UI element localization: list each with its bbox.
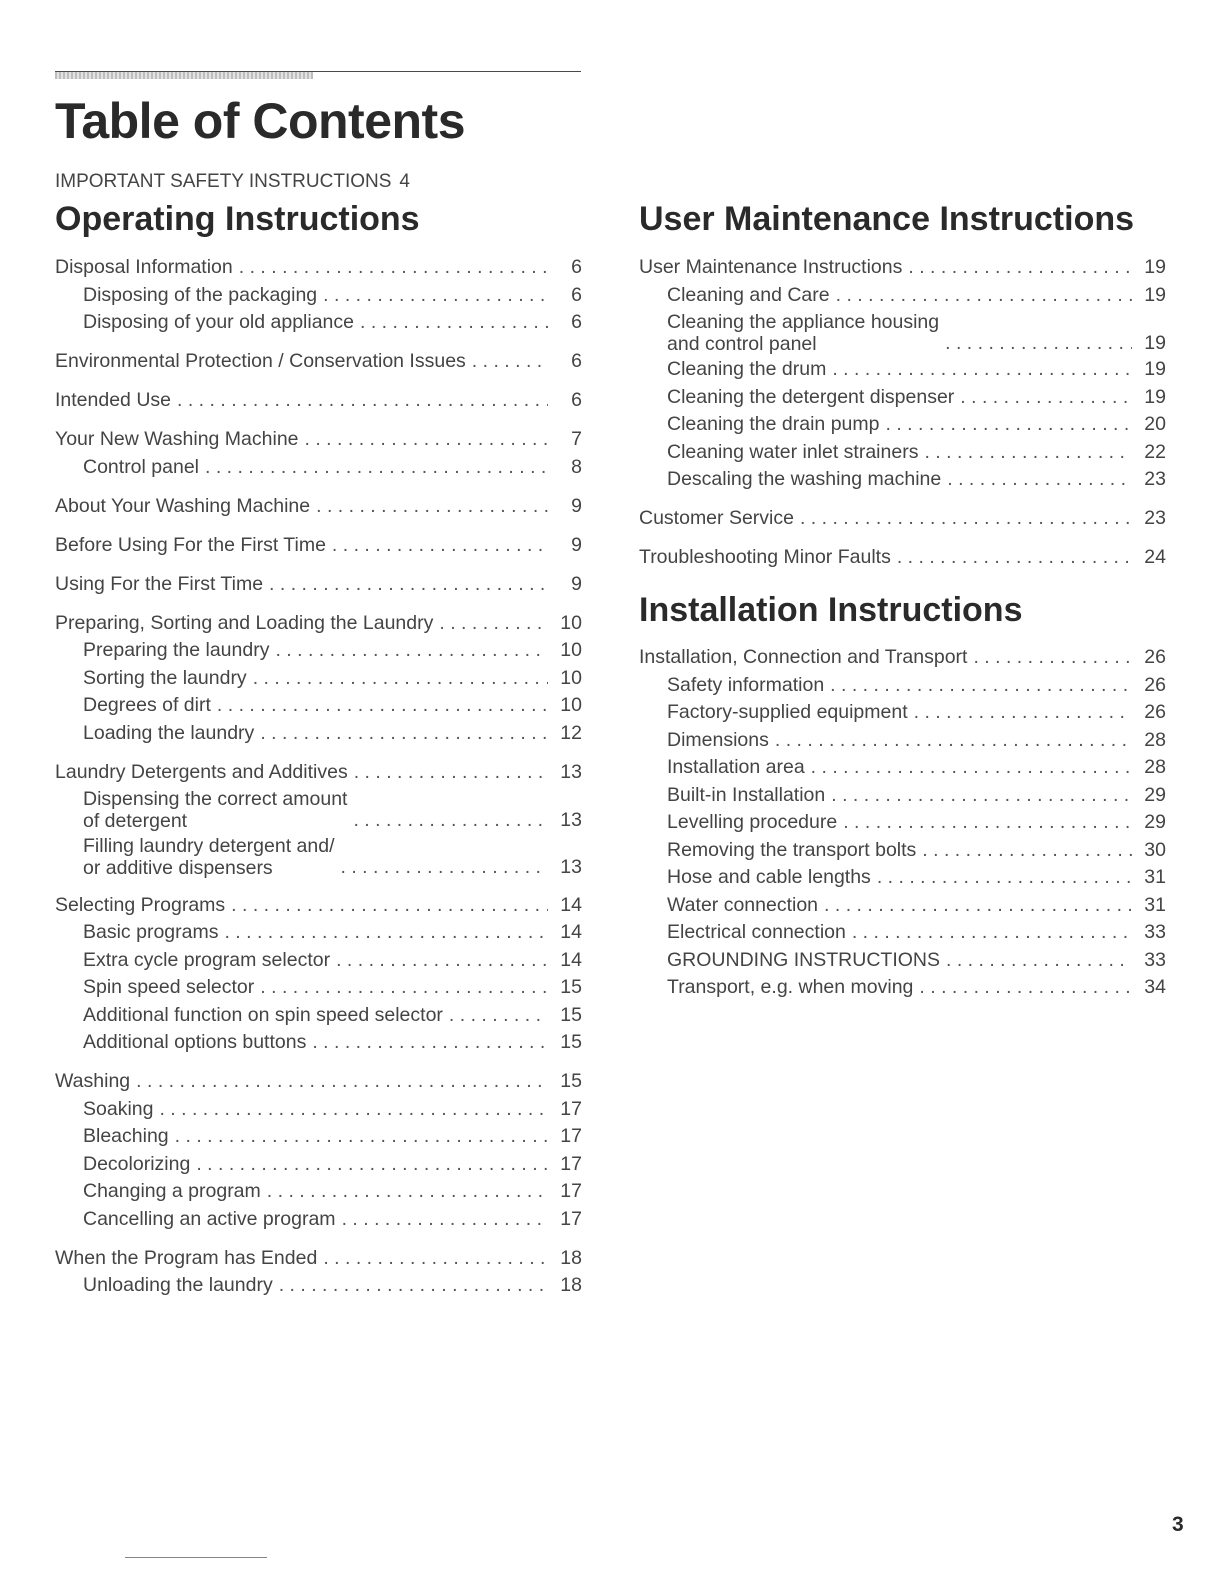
leader-dots xyxy=(466,350,548,373)
toc-entry-label-line2: and control panel xyxy=(667,333,817,355)
toc-entry[interactable] xyxy=(639,701,1166,729)
toc-list-installation xyxy=(639,646,1166,1004)
leader-dots xyxy=(871,866,1132,889)
toc-entry-label: Cleaning the drain pump xyxy=(667,413,880,435)
toc-entry-label: Basic programs xyxy=(83,921,219,943)
toc-entry-page: 17 xyxy=(560,1152,582,1175)
leader-dots xyxy=(443,1004,548,1027)
toc-entry-label: Cancelling an active program xyxy=(83,1207,336,1230)
toc-entry[interactable] xyxy=(55,1098,582,1126)
leader-dots xyxy=(825,784,1132,807)
toc-entry[interactable] xyxy=(639,646,1166,674)
leader-dots xyxy=(818,894,1132,917)
toc-entry-page: 14 xyxy=(560,921,582,943)
leader-dots xyxy=(908,701,1132,724)
leader-dots xyxy=(918,441,1132,464)
leader-dots xyxy=(335,856,549,879)
toc-entry-page: 10 xyxy=(560,639,582,661)
leader-dots xyxy=(254,722,548,745)
leader-dots xyxy=(826,358,1132,381)
leader-dots xyxy=(347,809,548,832)
toc-entry-page: 33 xyxy=(1144,921,1166,943)
toc-entry-page: 34 xyxy=(1144,976,1166,998)
toc-entry-label: When the Program has Ended xyxy=(55,1246,318,1269)
toc-entry-label: Built-in Installation xyxy=(667,783,826,806)
toc-entry-page: 6 xyxy=(571,311,582,333)
leader-dots xyxy=(805,756,1132,779)
toc-entry[interactable] xyxy=(55,495,582,523)
toc-entry[interactable] xyxy=(55,722,582,750)
leader-dots xyxy=(348,761,548,784)
toc-entry-page: 9 xyxy=(571,572,582,595)
page-title: Table of Contents xyxy=(55,93,466,149)
toc-entry-page: 24 xyxy=(1144,546,1166,568)
toc-entry-label: Decolorizing xyxy=(83,1152,191,1175)
toc-entry-page: 31 xyxy=(1144,866,1166,888)
toc-entry-label: Additional function on spin speed selector xyxy=(83,1003,443,1026)
leader-dots xyxy=(846,921,1132,944)
page-number: 3 xyxy=(1172,1513,1184,1536)
toc-entry[interactable] xyxy=(55,350,582,378)
leader-dots xyxy=(247,667,548,690)
toc-entry-page: 13 xyxy=(560,760,582,783)
toc-entry[interactable] xyxy=(55,921,582,949)
leader-dots xyxy=(891,546,1132,569)
leader-dots xyxy=(169,1125,548,1148)
toc-entry-page: 26 xyxy=(1144,701,1166,723)
toc-entry-label: GROUNDING INSTRUCTIONS xyxy=(667,948,940,971)
toc-entry[interactable] xyxy=(55,311,582,339)
section-heading-user-maintenance: User Maintenance Instructions xyxy=(639,200,1135,238)
toc-entry-label: Soaking xyxy=(83,1097,154,1120)
toc-entry-label: Factory-supplied equipment xyxy=(667,701,908,723)
toc-entry[interactable] xyxy=(55,976,582,1004)
toc-entry-label: Selecting Programs xyxy=(55,893,226,916)
toc-entry-page: 20 xyxy=(1144,413,1166,435)
toc-entry-label: Before Using For the First Time xyxy=(55,533,326,556)
toc-entry-label: Bleaching xyxy=(83,1125,169,1147)
toc-entry[interactable] xyxy=(639,358,1166,386)
toc-entry-label: Using For the First Time xyxy=(55,572,264,595)
toc-entry[interactable] xyxy=(55,456,582,484)
toc-entry-page: 17 xyxy=(560,1207,582,1230)
toc-entry-page: 4 xyxy=(399,171,410,192)
leader-dots xyxy=(211,694,548,717)
toc-entry-label: Disposal Information xyxy=(55,256,233,278)
toc-entry[interactable] xyxy=(55,256,582,284)
footer-rule xyxy=(125,1557,267,1558)
leader-dots xyxy=(225,894,548,917)
leader-dots xyxy=(153,1098,548,1121)
toc-list-user-maintenance xyxy=(639,256,1166,574)
toc-entry-page: 22 xyxy=(1144,440,1166,463)
toc-entry[interactable] xyxy=(639,921,1166,949)
toc-entry-page: 15 xyxy=(560,1031,582,1053)
toc-entry-page: 33 xyxy=(1144,948,1166,971)
toc-entry[interactable] xyxy=(55,389,582,417)
toc-entry-page: 8 xyxy=(571,455,582,478)
leader-dots xyxy=(336,1208,548,1231)
leader-dots xyxy=(913,976,1132,999)
toc-entry-label: Installation, Connection and Transport xyxy=(639,646,968,668)
leader-dots xyxy=(879,413,1132,436)
toc-entry-label: Cleaning and Care xyxy=(667,283,830,306)
toc-entry-label: Safety information xyxy=(667,673,825,696)
toc-entry[interactable] xyxy=(55,1247,582,1275)
toc-entry-page: 15 xyxy=(560,1070,582,1092)
toc-entry-label-line2: of detergent xyxy=(83,810,188,832)
toc-entry-page: 15 xyxy=(560,976,582,998)
toc-entry[interactable] xyxy=(639,729,1166,757)
toc-entry-page: 9 xyxy=(571,494,582,517)
leader-dots xyxy=(199,456,548,479)
toc-entry-label xyxy=(667,311,939,355)
toc-entry-page: 31 xyxy=(1144,893,1166,916)
toc-entry-page: 28 xyxy=(1144,728,1166,751)
leader-dots xyxy=(317,1247,548,1270)
toc-entry-label: Environmental Protection / Conservation Issues xyxy=(55,350,466,372)
toc-entry[interactable] xyxy=(639,386,1166,414)
toc-entry[interactable] xyxy=(639,674,1166,702)
toc-entry[interactable] xyxy=(639,284,1166,312)
toc-entry-label-line1: Cleaning the appliance housing xyxy=(667,311,940,333)
toc-entry[interactable] xyxy=(55,428,582,456)
toc-entry-page: 17 xyxy=(560,1097,582,1120)
toc-entry-label: Spin speed selector xyxy=(83,976,255,998)
toc-entry-page: 6 xyxy=(571,350,582,372)
toc-entry-label: Water connection xyxy=(667,893,819,916)
toc-entry-page: 23 xyxy=(1144,468,1166,490)
leader-dots xyxy=(261,1180,548,1203)
leader-dots xyxy=(939,332,1132,355)
leader-dots xyxy=(310,495,548,518)
toc-entry[interactable] xyxy=(639,546,1166,574)
toc-entry-page: 6 xyxy=(571,256,582,278)
toc-entry[interactable] xyxy=(55,1180,582,1208)
leader-dots xyxy=(263,573,548,596)
leader-dots xyxy=(330,949,548,972)
toc-entry[interactable] xyxy=(55,1208,582,1236)
toc-entry[interactable] xyxy=(639,756,1166,784)
toc-entry-page: 26 xyxy=(1144,646,1166,668)
toc-entry-label: Loading the laundry xyxy=(83,721,255,744)
leader-dots xyxy=(130,1070,548,1093)
toc-entry[interactable] xyxy=(55,1153,582,1181)
toc-entry[interactable] xyxy=(639,866,1166,894)
toc-entry-label: Troubleshooting Minor Faults xyxy=(639,546,891,568)
toc-entry-page: 10 xyxy=(560,694,582,716)
toc-entry-label: Transport, e.g. when moving xyxy=(667,976,914,998)
toc-entry-label: About Your Washing Machine xyxy=(55,494,311,517)
toc-entry-label: Dimensions xyxy=(667,728,769,751)
leader-dots xyxy=(916,839,1132,862)
toc-entry[interactable] xyxy=(639,256,1166,284)
toc-entry-page: 19 xyxy=(1144,283,1166,306)
toc-entry-label: Cleaning the detergent dispenser xyxy=(667,385,955,408)
toc-entry[interactable] xyxy=(55,573,582,601)
toc-entry-page: 13 xyxy=(560,809,582,831)
leader-dots xyxy=(326,534,548,557)
leader-dots xyxy=(269,639,548,662)
leader-dots xyxy=(794,507,1132,530)
toc-entry-page: 7 xyxy=(571,428,582,450)
toc-entry-label: Disposing of the packaging xyxy=(83,283,318,306)
leader-dots xyxy=(306,1031,548,1054)
leader-dots xyxy=(433,612,548,635)
header-band xyxy=(55,72,313,79)
toc-entry-label: Control panel xyxy=(83,455,199,478)
toc-entry[interactable] xyxy=(55,949,582,977)
leader-dots xyxy=(171,389,548,412)
toc-entry-label: Levelling procedure xyxy=(667,811,838,833)
leader-dots xyxy=(967,646,1132,669)
leader-dots xyxy=(254,976,548,999)
toc-entry[interactable] xyxy=(55,1125,582,1153)
toc-entry-page: 14 xyxy=(560,893,582,916)
toc-entry[interactable] xyxy=(55,1274,582,1302)
toc-entry-label xyxy=(83,835,335,879)
toc-entry-label: Your New Washing Machine xyxy=(55,428,299,450)
toc-entry-label: Additional options buttons xyxy=(83,1031,307,1053)
leader-dots xyxy=(954,386,1132,409)
toc-entry-label: Extra cycle program selector xyxy=(83,948,331,971)
toc-entry[interactable] xyxy=(639,413,1166,441)
toc-entry[interactable] xyxy=(639,839,1166,867)
toc-entry-label: Descaling the washing machine xyxy=(667,468,942,490)
toc-list-operating xyxy=(55,256,582,1302)
leader-dots xyxy=(769,729,1132,752)
toc-entry-page: 10 xyxy=(560,666,582,689)
toc-entry[interactable] xyxy=(55,612,582,640)
toc-entry-label: Removing the transport bolts xyxy=(667,838,917,861)
toc-entry[interactable] xyxy=(55,1070,582,1098)
toc-entry[interactable] xyxy=(639,811,1166,839)
toc-entry[interactable] xyxy=(639,468,1166,496)
toc-entry[interactable] xyxy=(55,761,582,789)
toc-entry-label: Preparing the laundry xyxy=(83,639,270,661)
section-heading-operating: Operating Instructions xyxy=(55,200,420,238)
toc-entry[interactable] xyxy=(55,1004,582,1032)
toc-entry[interactable] xyxy=(639,976,1166,1004)
leader-dots xyxy=(824,674,1132,697)
toc-entry[interactable] xyxy=(639,949,1166,977)
toc-entry[interactable] xyxy=(55,284,582,312)
toc-entry-label: Disposing of your old appliance xyxy=(83,311,355,333)
toc-entry-page: 13 xyxy=(560,856,582,878)
toc-entry-page: 28 xyxy=(1144,756,1166,778)
toc-entry-page: 19 xyxy=(1144,256,1166,278)
toc-entry-page: 6 xyxy=(571,283,582,306)
leader-dots xyxy=(317,284,548,307)
toc-entry-page: 9 xyxy=(571,533,582,556)
toc-entry-label xyxy=(83,788,347,832)
toc-entry[interactable] xyxy=(55,694,582,722)
toc-entry-label-line1: Filling laundry detergent and/ xyxy=(83,835,335,857)
toc-entry-page: 29 xyxy=(1144,783,1166,806)
toc-entry-label: Hose and cable lengths xyxy=(667,866,871,888)
toc-entry-label-line2: or additive dispensers xyxy=(83,857,273,879)
toc-entry[interactable] xyxy=(55,1031,582,1059)
toc-entry-page: 12 xyxy=(560,721,582,744)
toc-entry-label: Intended Use xyxy=(55,389,172,411)
toc-entry-label: Changing a program xyxy=(83,1180,261,1202)
toc-entry-label: Cleaning the drum xyxy=(667,358,827,380)
toc-entry-label: IMPORTANT SAFETY INSTRUCTIONS xyxy=(55,171,392,192)
toc-entry-page: 15 xyxy=(560,1003,582,1026)
leader-dots xyxy=(233,256,548,279)
toc-entry-safety-instructions[interactable] xyxy=(55,171,596,195)
toc-entry-page: 23 xyxy=(1144,507,1166,529)
toc-entry-label: Customer Service xyxy=(639,507,794,529)
toc-entry[interactable] xyxy=(639,507,1166,535)
toc-entry[interactable] xyxy=(639,894,1166,922)
toc-entry-label: Unloading the laundry xyxy=(83,1274,273,1296)
toc-entry-page: 19 xyxy=(1144,358,1166,380)
toc-entry-label: Preparing, Sorting and Loading the Laundry xyxy=(55,611,434,634)
toc-entry-page: 18 xyxy=(560,1246,582,1269)
toc-entry-page: 17 xyxy=(560,1125,582,1147)
toc-entry[interactable] xyxy=(55,788,582,835)
toc-entry-label: Sorting the laundry xyxy=(83,666,247,689)
section-heading-installation: Installation Instructions xyxy=(639,591,1023,629)
toc-entry-page: 29 xyxy=(1144,811,1166,833)
toc-entry-label: Cleaning water inlet strainers xyxy=(667,440,919,463)
toc-entry-page: 19 xyxy=(1144,332,1166,354)
leader-dots xyxy=(299,428,548,451)
leader-dots xyxy=(837,811,1132,834)
toc-entry-page: 26 xyxy=(1144,673,1166,696)
leader-dots xyxy=(218,921,548,944)
toc-entry-label: Installation area xyxy=(667,756,805,778)
leader-dots xyxy=(830,284,1132,307)
toc-entry-page: 14 xyxy=(560,948,582,971)
leader-dots xyxy=(190,1153,548,1176)
toc-entry-page: 17 xyxy=(560,1180,582,1202)
toc-entry-label-line1: Dispensing the correct amount xyxy=(83,788,348,810)
toc-entry-page: 10 xyxy=(560,611,582,634)
toc-entry[interactable] xyxy=(639,784,1166,812)
leader-dots xyxy=(354,311,548,334)
leader-dots xyxy=(941,468,1132,491)
toc-entry-page: 6 xyxy=(571,389,582,411)
toc-entry-page: 19 xyxy=(1144,385,1166,408)
toc-entry-page: 18 xyxy=(560,1274,582,1296)
toc-entry-label: Washing xyxy=(55,1070,131,1092)
toc-entry[interactable] xyxy=(55,667,582,695)
toc-entry[interactable] xyxy=(55,639,582,667)
toc-entry[interactable] xyxy=(639,311,1166,358)
toc-entry-page: 30 xyxy=(1144,838,1166,861)
toc-entry-label: Degrees of dirt xyxy=(83,694,211,716)
toc-entry-label: Electrical connection xyxy=(667,921,846,943)
toc-entry-label: User Maintenance Instructions xyxy=(639,256,903,278)
toc-entry[interactable] xyxy=(55,835,582,882)
toc-entry[interactable] xyxy=(55,534,582,562)
leader-dots xyxy=(273,1274,548,1297)
toc-entry[interactable] xyxy=(639,441,1166,469)
leader-dots xyxy=(902,256,1132,279)
toc-entry[interactable] xyxy=(55,894,582,922)
leader-dots xyxy=(940,949,1132,972)
toc-entry-label: Laundry Detergents and Additives xyxy=(55,760,348,783)
